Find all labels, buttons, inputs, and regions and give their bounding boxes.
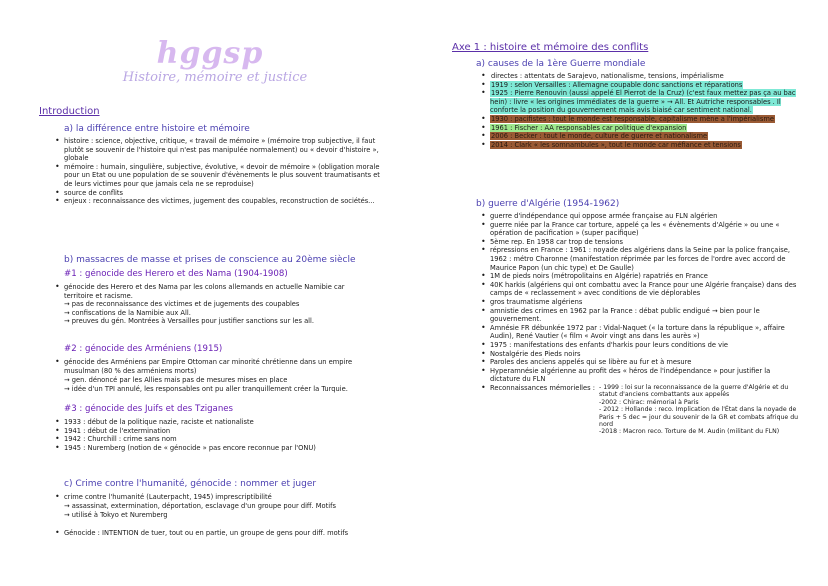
text-line: → assassinat, extermination, déportation, esclavage d'un groupe pour diff. Motifs — [64, 502, 336, 510]
list-item: • Hyperamnésie algérienne au profit des « héros de l'indépendance » pour justifier la dictature du FLN — [490, 367, 800, 384]
text-line: -2002 : Chirac: mémorial à Paris — [599, 398, 699, 406]
text-line: → pas de reconnaissance des victimes et de jugements des coupables — [64, 300, 300, 308]
list-item: • histoire : science, objective, critique, « travail de mémoire » (mémoire trop subjective, il faut plutôt se souvenir de l'histoire qui n'est pas manipulée normalement) ou « devoir d'histoire », globale — [64, 137, 384, 163]
list-item — [490, 384, 800, 436]
list-item: • génocide des Arméniens par Empire Ottoman car minorité chrétienne dans un empire musulman (80 % des arméniens morts) — [64, 358, 374, 375]
list-item — [490, 81, 810, 90]
axe1-a-title: a) causes de la 1ère Guerre mondiale — [476, 59, 646, 69]
intro-b2-list — [54, 358, 374, 375]
list-item: • guerre d'indépendance qui oppose armée française au FLN algérien — [490, 212, 800, 221]
list-item: • 1945 : Nuremberg (notion de « génocide » pas encore reconnue par l'ONU) — [64, 444, 384, 453]
list-item: • 1942 : Churchill : crime sans nom — [64, 435, 384, 444]
list-item: • Génocide : INTENTION de tuer, tout ou en partie, un groupe de gens pour diff. motifs — [64, 529, 394, 538]
list-item: • 5ème rep. En 1958 car trop de tensions — [490, 238, 800, 247]
page-subtitle: Histoire, mémoire et justice — [122, 70, 308, 85]
list-item: • 1M de pieds noirs (métropolitains en Algérie) rapatriés en France — [490, 272, 800, 281]
list-item — [490, 124, 810, 133]
intro-b1-lines — [54, 300, 359, 326]
intro-c-title: c) Crime contre l'humanité, génocide : nommer et juger — [64, 479, 317, 489]
list-item: • mémoire : humain, singulière, subjective, évolutive, « devoir de mémoire » (obligation morale pour un Etat ou une population de se souvenir d'évènements le plus souvent traumatisants et de leurs victimes pour que jamais cela ne se reproduise) — [64, 163, 384, 189]
text-line: → idée d'un TPI annulé, les responsables ont pu aller tranquillement créer la Turquie. — [64, 384, 348, 393]
list-item: • source de conflits — [64, 189, 384, 198]
intro-b2-title: #2 : génocide des Arméniens (1915) — [64, 344, 223, 354]
list-item: • Paroles des anciens appelés qui se libère au fur et à mesure — [490, 358, 800, 367]
text-line: → preuves du gén. Montrées à Versailles pour justifier sanctions sur les all. — [64, 317, 315, 326]
axe1-b-list — [480, 212, 800, 436]
text-line: - 2012 : Hollande : reco. Implication de l'État dans la noyade de Paris + 5 dec = jour du souvenir de la GR et combats afrique du nord — [599, 406, 799, 428]
text-line: → gen. dénoncé par les Allies mais pas de mesures mises en place — [64, 376, 288, 384]
page-title: hggsp — [156, 36, 264, 71]
list-item: • guerre niée par la France car torture, appelé ça les « évènements d'Algérie » ou une « opération de pacification » (super pacifique) — [490, 221, 800, 238]
axe1-heading: Axe 1 : histoire et mémoire des conflits — [452, 42, 649, 53]
text-line: → confiscations de la Namibie aux All. — [64, 308, 191, 317]
intro-b2-lines — [54, 376, 374, 393]
intro-b1-list — [54, 283, 369, 300]
intro-c-lines — [54, 502, 374, 519]
text-line: - 1999 : loi sur la reconnaissance de la guerre d'Algérie et du statut d'anciens combattants aux appelés — [599, 383, 789, 399]
list-item: • 1941 : début de l'extermination — [64, 427, 384, 436]
intro-c-list-2 — [54, 529, 394, 538]
intro-a-title: a) la différence entre histoire et mémoire — [64, 124, 250, 134]
intro-b-title: b) massacres de masse et prises de conscience au 20ème siècle — [64, 255, 356, 265]
list-item: • Nostalgérie des Pieds noirs — [490, 350, 800, 359]
list-item: • gros traumatisme algériens — [490, 298, 800, 307]
intro-b3-list — [54, 418, 384, 452]
list-item — [490, 141, 810, 150]
intro-a-list — [54, 137, 384, 206]
intro-c-list — [54, 493, 384, 502]
text-line: → utilisé à Tokyo et Nuremberg — [64, 510, 168, 519]
list-item: • crime contre l'humanité (Lauterpacht, 1945) imprescriptibilité — [64, 493, 384, 502]
list-item: • 1975 : manifestations des enfants d'harkis pour leurs conditions de vie — [490, 341, 800, 350]
list-item — [490, 72, 810, 81]
intro-b3-title: #3 : génocide des Juifs et des Tziganes — [64, 404, 234, 414]
intro-heading: Introduction — [39, 106, 100, 117]
text-line: -2018 : Macron reco. Torture de M. Audin (militant du FLN) — [599, 428, 780, 436]
highlight-teal: 1925 : Pierre Renouvin (aussi appelé El Pierrot de la Cruz) (c'est faux mettez pas ça au bac hein) : livre « les origines immédiates de la guerre » → All. Et Autriche responsables . Il conforte la position du gouvernement mais avis biaisé car sentiment national. — [490, 89, 796, 115]
highlight-brown: 2014 : Clark « les somnambules », tout le monde car méfiance et tensions — [491, 140, 741, 149]
list-item: • Amnésie FR débunkée 1972 par : Vidal-Naquet (« la torture dans la république », affaire Audin), René Vautier (« film « Avoir vingt ans dans les aurès ») — [490, 324, 800, 341]
highlight-teal: 1919 : selon Versailles : Allemagne coupable donc sanctions et réparations — [491, 80, 743, 89]
list-item: • 1933 : début de la politique nazie, raciste et nationaliste — [64, 418, 384, 427]
list-item: • enjeux : reconnaissance des victimes, jugement des coupables, reconstruction de sociétés... — [64, 197, 384, 206]
highlight-green: 1961 : Fischer : AA responsables car politique d'expansion — [491, 123, 687, 132]
reconnaissances-values — [599, 384, 800, 436]
list-item — [490, 132, 810, 141]
item-text: directes : attentats de Sarajevo, nationalisme, tensions, impérialisme — [491, 72, 724, 80]
reconnaissances-block — [490, 384, 800, 436]
reconnaissances-label: • Reconnaissances mémorielles : — [490, 383, 596, 392]
list-item — [490, 89, 810, 115]
list-item: • répressions en France : 1961 : noyade des algériens dans la Seine par la police française, 1962 : métro Charonne (manifestation réprimée par les forces de l'ordre avec accord de Maurice Papon (un chic type) et De Gaulle) — [490, 246, 800, 272]
list-item: • génocide des Herero et des Nama par les colons allemands en actuelle Namibie car territoire et racisme. — [64, 283, 369, 300]
intro-b1-title: #1 : génocide des Herero et des Nama (1904-1908) — [64, 269, 288, 279]
highlight-brown: 2006 : Becker : tout le monde, culture de guerre et nationalisme — [491, 132, 708, 141]
list-item — [490, 115, 810, 124]
list-item: • 40K harkis (algériens qui ont combattu avec la France pour une Algérie française) dans des camps de « reclassement » avec conditions de vie déplorables — [490, 281, 800, 298]
axe1-b-title: b) guerre d'Algérie (1954-1962) — [476, 199, 620, 209]
axe1-a-list — [480, 72, 810, 149]
list-item: • amnistie des crimes en 1962 par la France : débat public endigué → bien pour le gouvernement. — [490, 307, 800, 324]
highlight-brown: 1930 : pacifistes : tout le monde est responsable, capitalisme mène a l'impérialisme — [491, 114, 774, 123]
